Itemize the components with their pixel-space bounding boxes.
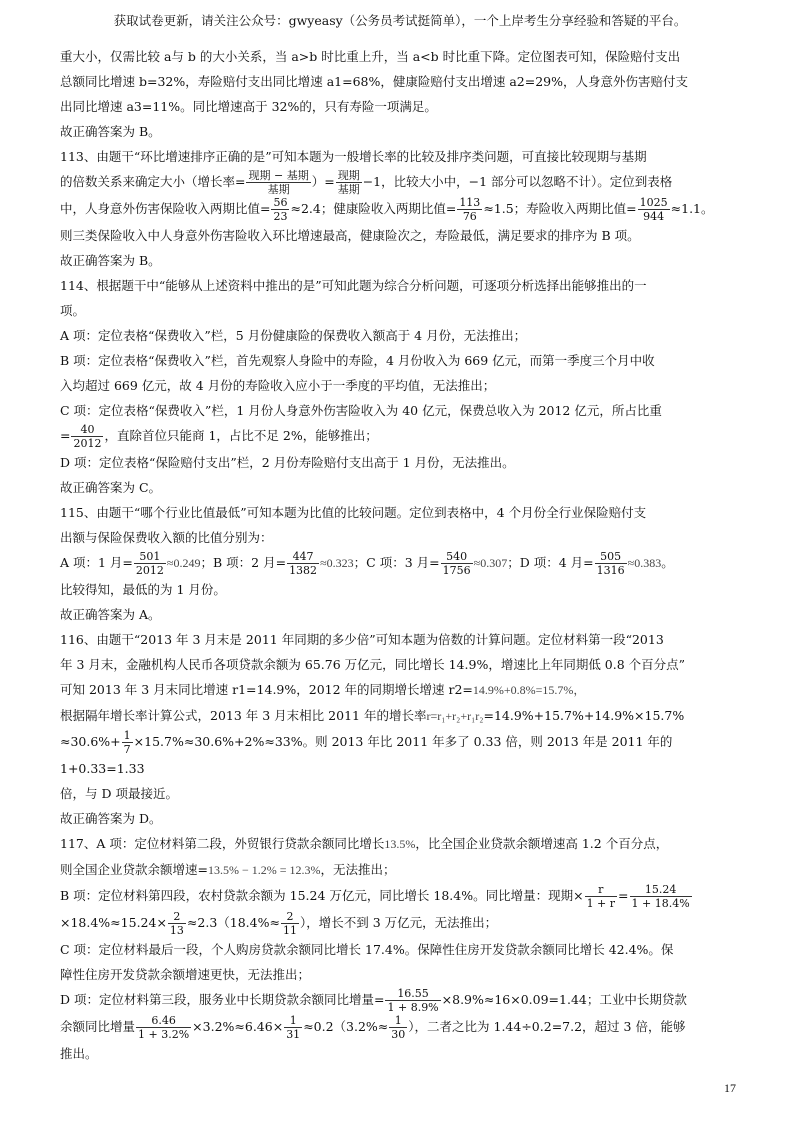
text-fragment: 。 — [661, 555, 674, 570]
text-line: 总额同比增速 b=32%，寿险赔付支出同比增速 a1=68%，健康险赔付支出增速 a2=29%，人身意外伤害赔付支 — [60, 74, 689, 89]
text-fragment: 1 + 18.4% — [631, 897, 690, 910]
option-c-line: C 项：定位表格“保费收入”栏，1 月份人身意外伤害险收入为 40 亿元，保费总收入为 2012 亿元，所占比重 — [60, 403, 662, 418]
text-line: 则三类保险收入中人身意外伤害险收入环比增速最高，健康险次之，寿险最低，满足要求的排序为 B 项。 — [60, 228, 640, 243]
option-b-formula-line — [60, 910, 746, 937]
text-fragment: ）= — [311, 174, 335, 189]
text-fragment: 15.24 — [630, 883, 692, 897]
fraction — [281, 910, 299, 937]
text-fragment: 31 — [286, 1028, 301, 1041]
text-fragment: = — [60, 428, 71, 443]
question-113-formula-line — [60, 169, 746, 196]
text-fragment: 的倍数关系来确定大小（增长率= — [60, 174, 246, 189]
text-fragment: 540 — [441, 550, 473, 564]
text-fragment: 14.9%+0.8%=15.7%， — [472, 683, 586, 697]
text-fragment: 1 — [123, 729, 131, 742]
text-fragment: 944 — [643, 210, 665, 223]
fraction — [585, 883, 617, 910]
text-fragment: 2012 — [135, 564, 164, 577]
answer-line: 故正确答案为 A。 — [60, 607, 161, 622]
text-fragment: = — [618, 888, 629, 903]
answer-line: 故正确答案为 B。 — [60, 124, 161, 139]
text-fragment: ≈0.307 — [473, 556, 508, 570]
fraction — [630, 883, 692, 910]
text-fragment: 1316 — [596, 564, 625, 577]
text-fragment: 11 — [282, 924, 297, 937]
fraction — [595, 550, 627, 577]
text-fragment: r=r₁+r₂+r₁r₂ — [426, 709, 484, 723]
option-b-line — [60, 883, 746, 910]
fraction — [284, 1014, 302, 1041]
text-fragment: 2 — [281, 910, 299, 924]
text-fragment: ），二者之比为 1.44÷0.2=7.2，超过 3 倍，能够 — [408, 1019, 686, 1034]
fraction — [134, 550, 166, 577]
fraction — [136, 1014, 191, 1041]
text-fragment: ；B 项：2 月= — [200, 555, 287, 570]
text-line: 重大小，仅需比较 a与 b 的大小关系，当 a>b 时比重上升，当 a<b 时比重下降。定位图表可知，保险赔付支出 — [60, 49, 681, 64]
answer-line: 故正确答案为 D。 — [60, 811, 162, 826]
text-fragment: 1025 — [639, 196, 668, 209]
fraction — [287, 550, 319, 577]
text-line: 出额与保险保费收入额的比值分别为： — [60, 530, 273, 545]
text-fragment: 13 — [169, 924, 184, 937]
text-fragment: 1 — [284, 1014, 302, 1028]
question-115-intro: 115、由题干“哪个行业比值最低”可知本题为比值的比较问题。定位到表格中，4 个月份全行业保险赔付支 — [60, 505, 647, 520]
page-header: 获取试卷更新，请关注公众号：gwyeasy（公务员考试挺简单），一个上岸考生分享经验和答疑的平台。 — [113, 13, 687, 28]
text-line: 入均超过 669 亿元，故 4 月份的寿险收入应小于一季度的平均值，无法推出； — [60, 378, 496, 393]
text-fragment: ≈0.249 — [166, 556, 201, 570]
text-fragment: ≈0.2（3.2%≈ — [303, 1019, 389, 1034]
text-fragment: ≈2.4；健康险收入两期比值= — [290, 201, 457, 216]
option-b-line: B 项：定位表格“保费收入”栏，首先观察人身险中的寿险，4 月份收入为 669 亿元，而第一季度三个月中收 — [60, 353, 655, 368]
text-fragment: ；C 项：3 月= — [353, 555, 440, 570]
text-fragment: B 项：定位材料第四段，农村贷款余额为 15.24 万亿元，同比增长 18.4%。同比增量：现期× — [60, 888, 584, 903]
answer-line: 故正确答案为 B。 — [60, 253, 161, 268]
fraction — [71, 423, 103, 450]
fraction — [122, 729, 133, 756]
text-fragment: ；D 项：4 月= — [507, 555, 594, 570]
text-fragment: 117、A 项：定位材料第二段，外贸银行贷款余额同比增长 — [60, 836, 385, 851]
text-fragment: 基期 — [267, 183, 290, 196]
question-117-intro — [60, 831, 746, 857]
text-fragment: ，比全国企业贷款余额增速高 1.2 个百分点， — [415, 836, 669, 851]
text-line: 推出。 — [60, 1046, 98, 1061]
text-line: 项。 — [60, 303, 86, 318]
text-fragment: −1，比较大小中，−1 部分可以忽略不计）。定位到表格 — [362, 174, 673, 189]
text-fragment: 现期 — [337, 169, 360, 182]
text-fragment: A 项：1 月= — [60, 555, 133, 570]
text-fragment: 16.55 — [385, 987, 440, 1001]
fraction — [457, 196, 482, 223]
text-fragment: 基期 — [337, 183, 360, 196]
text-fragment: =14.9%+15.7%+14.9%×15.7% — [483, 708, 685, 723]
option-d-line: D 项：定位表格“保险赔付支出”栏，2 月份寿险赔付支出高于 1 月份，无法推出。 — [60, 455, 515, 470]
fraction — [385, 987, 440, 1014]
fraction — [271, 196, 289, 223]
text-line: 倍，与 D 项最接近。 — [60, 786, 178, 801]
text-fragment: D 项：定位材料第三段，服务业中长期贷款余额同比增量= — [60, 992, 385, 1007]
question-116-formula-line — [60, 729, 746, 781]
text-fragment: 现期 − 基期 — [248, 169, 309, 182]
fraction — [441, 550, 473, 577]
text-fragment: 30 — [391, 1028, 406, 1041]
text-fragment: 505 — [595, 550, 627, 564]
text-fragment: 113 — [459, 196, 481, 209]
option-c-line: C 项：定位材料最后一段，个人购房贷款余额同比增长 17.4%。保障性住房开发贷款余额同比增长 42.4%。保 — [60, 942, 674, 957]
text-fragment: 则全国企业贷款余额增速= — [60, 862, 208, 877]
fraction — [168, 910, 186, 937]
text-fragment: 7 — [123, 743, 131, 756]
text-fragment: ≈1.5；寿险收入两期比值= — [483, 201, 637, 216]
question-115-ratios-line — [60, 550, 746, 577]
text-fragment: 501 — [134, 550, 166, 564]
text-fragment: 13.5% − 1.2% = 12.3% — [207, 863, 321, 877]
option-d-formula-line — [60, 1014, 746, 1041]
answer-line: 故正确答案为 C。 — [60, 480, 162, 495]
text-line: 障性住房开发贷款余额增速更快，无法推出； — [60, 967, 311, 982]
page-number: 17 — [724, 1081, 736, 1095]
text-fragment: 中，人身意外伤害保险收入两期比值= — [60, 201, 271, 216]
text-fragment: 可知 2013 年 3 月末同比增速 r1=14.9%，2012 年的同期增长增速 r2= — [60, 682, 473, 697]
text-fragment: 2012 — [73, 437, 102, 450]
text-fragment: 1382 — [289, 564, 318, 577]
text-fragment: ≈1.1。 — [670, 201, 714, 216]
text-fragment: 40 — [71, 423, 103, 437]
text-fragment: ，无法推出； — [320, 862, 396, 877]
text-fragment: 76 — [462, 210, 477, 223]
text-fragment: ≈0.383 — [627, 556, 662, 570]
text-line — [60, 857, 746, 883]
text-line: 比较得知，最低的为 1 月份。 — [60, 582, 226, 597]
text-fragment: 余额同比增量 — [60, 1019, 136, 1034]
text-fragment: 23 — [273, 210, 288, 223]
text-fragment: 1 + 8.9% — [387, 1001, 439, 1014]
option-c-formula-line — [60, 423, 746, 450]
text-fragment: 根据隔年增长率计算公式，2013 年 3 月末相比 2011 年的增长率 — [60, 708, 427, 723]
text-line: 出同比增速 a3=11%。同比增速高于 32%的，只有寿险一项满足。 — [60, 99, 437, 114]
text-line — [60, 677, 746, 703]
text-fragment: r — [585, 883, 617, 897]
text-fragment: 1 + r — [586, 897, 616, 910]
question-113-ratios-line — [60, 196, 746, 223]
text-fragment: 1 + 3.2% — [138, 1028, 190, 1041]
text-fragment: 13.5% — [384, 837, 416, 851]
text-fragment: ，直除首位只能商 1，占比不足 2%，能够推出； — [104, 428, 378, 443]
text-line — [60, 703, 746, 729]
question-114-intro: 114、根据题干中“能够从上述资料中推出的是”可知此题为综合分析问题，可逐项分析选择出能够推出的一 — [60, 278, 647, 293]
text-fragment: 1756 — [442, 564, 471, 577]
text-fragment: ×15.7%≈30.6%+2%≈33%。则 2013 年比 2011 年多了 0.33 倍，则 2013 年是 2011 年的 1+0.33=1.33 — [60, 734, 673, 776]
fraction — [246, 169, 310, 196]
text-fragment: ×18.4%≈15.24× — [60, 915, 167, 930]
option-d-line — [60, 987, 746, 1014]
option-a-line: A 项：定位表格“保费收入”栏，5 月份健康险的保费收入额高于 4 月份，无法推出； — [60, 328, 527, 343]
text-fragment: 2 — [168, 910, 186, 924]
text-fragment: 56 — [273, 196, 288, 209]
text-fragment: 6.46 — [136, 1014, 191, 1028]
text-fragment: ≈2.3（18.4%≈ — [186, 915, 280, 930]
text-fragment: 447 — [287, 550, 319, 564]
answer-explanations — [60, 44, 746, 1066]
text-line: 年 3 月末，金融机构人民币各项贷款余额为 65.76 万亿元，同比增长 14.9%，增速比上年同期低 0.8 个百分点” — [60, 657, 686, 672]
text-fragment: ×3.2%≈6.46× — [192, 1019, 284, 1034]
text-fragment: 1 — [389, 1014, 407, 1028]
fraction — [638, 196, 670, 223]
question-116-intro: 116、由题干“2013 年 3 月末是 2011 年同期的多少倍”可知本题为倍数的计算问题。定位材料第一段“2013 — [60, 632, 664, 647]
fraction — [389, 1014, 407, 1041]
text-fragment: ），增长不到 3 万亿元，无法推出； — [299, 915, 498, 930]
question-113-intro: 113、由题干“环比增速排序正确的是”可知本题为一般增长率的比较及排序类问题，可直接比较现期与基期 — [60, 149, 647, 164]
text-fragment: ≈30.6%+ — [60, 734, 121, 749]
fraction — [336, 169, 362, 196]
text-fragment: ≈0.323 — [320, 556, 354, 570]
text-fragment: ×8.9%≈16×0.09=1.44；工业中长期贷款 — [441, 992, 687, 1007]
